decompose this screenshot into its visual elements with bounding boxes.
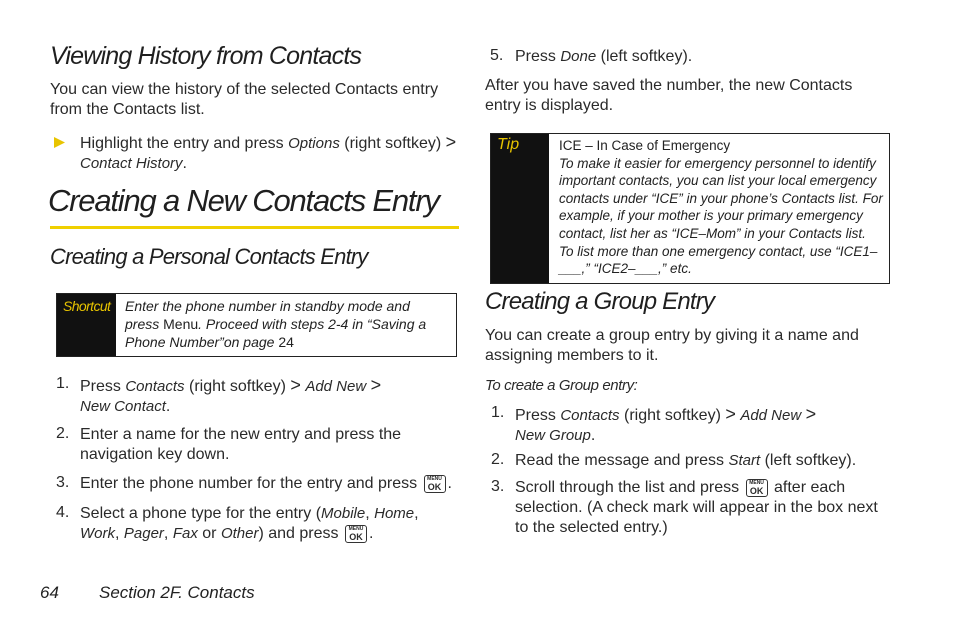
heading-group-entry: Creating a Group Entry [485,288,715,315]
group-step-3: Scroll through the list and press MENU OK after each selection. (A check mark will appear in the box next to the selected entry.) [515,479,878,536]
step-1-number: 1. [56,375,70,392]
step-3: Enter the phone number for the entry and press MENU OK . [80,475,452,492]
heading-personal-entry: Creating a Personal Contacts Entry [50,244,368,269]
group-paragraph: You can create a group entry by giving it a name and assigning members to it. [485,327,859,364]
step-1: Press Contacts (right softkey) > Add New > New Contact. [80,375,382,415]
step-4-number: 4. [56,504,70,521]
shortcut-label: Shortcut [63,298,111,314]
viewing-history-paragraph: You can view the history of the selected Contacts entry from the Contacts list. [50,81,439,118]
section-footer: Section 2F. Contacts [99,583,255,602]
group-step-2-number: 2. [491,451,505,468]
bullet-highlight-entry: Highlight the entry and press Options (right softkey) > Contact History. [80,132,457,172]
step-2: Enter a name for the new entry and press the navigation key down. [80,426,402,463]
step-5-number: 5. [490,47,504,64]
tip-box [490,133,890,284]
page-number: 64 [40,583,59,602]
group-step-1-number: 1. [491,404,505,421]
shortcut-label-bg [57,294,116,356]
bullet-arrow-icon [54,135,64,145]
menu-ok-key-icon: MENU OK [345,525,367,543]
to-create-group-label: To create a Group entry: [485,377,638,394]
tip-content [559,137,884,278]
tip-title: ICE – In Case of Emergency [559,138,731,153]
step-5: Press Done (left softkey). [515,48,693,65]
menu-ok-key-icon: MENU OK [746,479,768,497]
step-4: Select a phone type for the entry (Mobile, Home, Work, Pager, Fax or Other) and press MENU OK . [80,505,419,542]
after-saved-paragraph: After you have saved the number, the new Contacts entry is displayed. [485,77,853,114]
shortcut-text: Enter the phone number in standby mode and press Menu. Proceed with steps 2-4 in “Saving a Phone Number”on page 24 [125,298,427,350]
step-3-number: 3. [56,474,70,491]
tip-label-bg [491,134,549,283]
group-step-3-number: 3. [491,478,505,495]
group-step-2: Read the message and press Start (left softkey). [515,452,857,469]
tip-label: Tip [497,136,520,153]
step-2-number: 2. [56,425,70,442]
heading-creating-new-entry: Creating a New Contacts Entry [48,183,439,218]
tip-body: To make it easier for emergency personnel to identify important contacts, you can list your local emergency contacts under “ICE” in your phone’s Contacts list. For example, if your mother is your primary emergency contact, list her as “ICE–Mom” in your Contacts list. To list more than one emergency contact, use “ICE1–___,” “ICE2–___,” etc. [559,155,883,277]
heading-viewing-history: Viewing History from Contacts [50,42,362,70]
menu-ok-key-icon: MENU OK [424,475,446,493]
heading-rule [50,226,459,229]
shortcut-box [56,293,457,357]
group-step-1: Press Contacts (right softkey) > Add New > New Group. [515,404,817,444]
